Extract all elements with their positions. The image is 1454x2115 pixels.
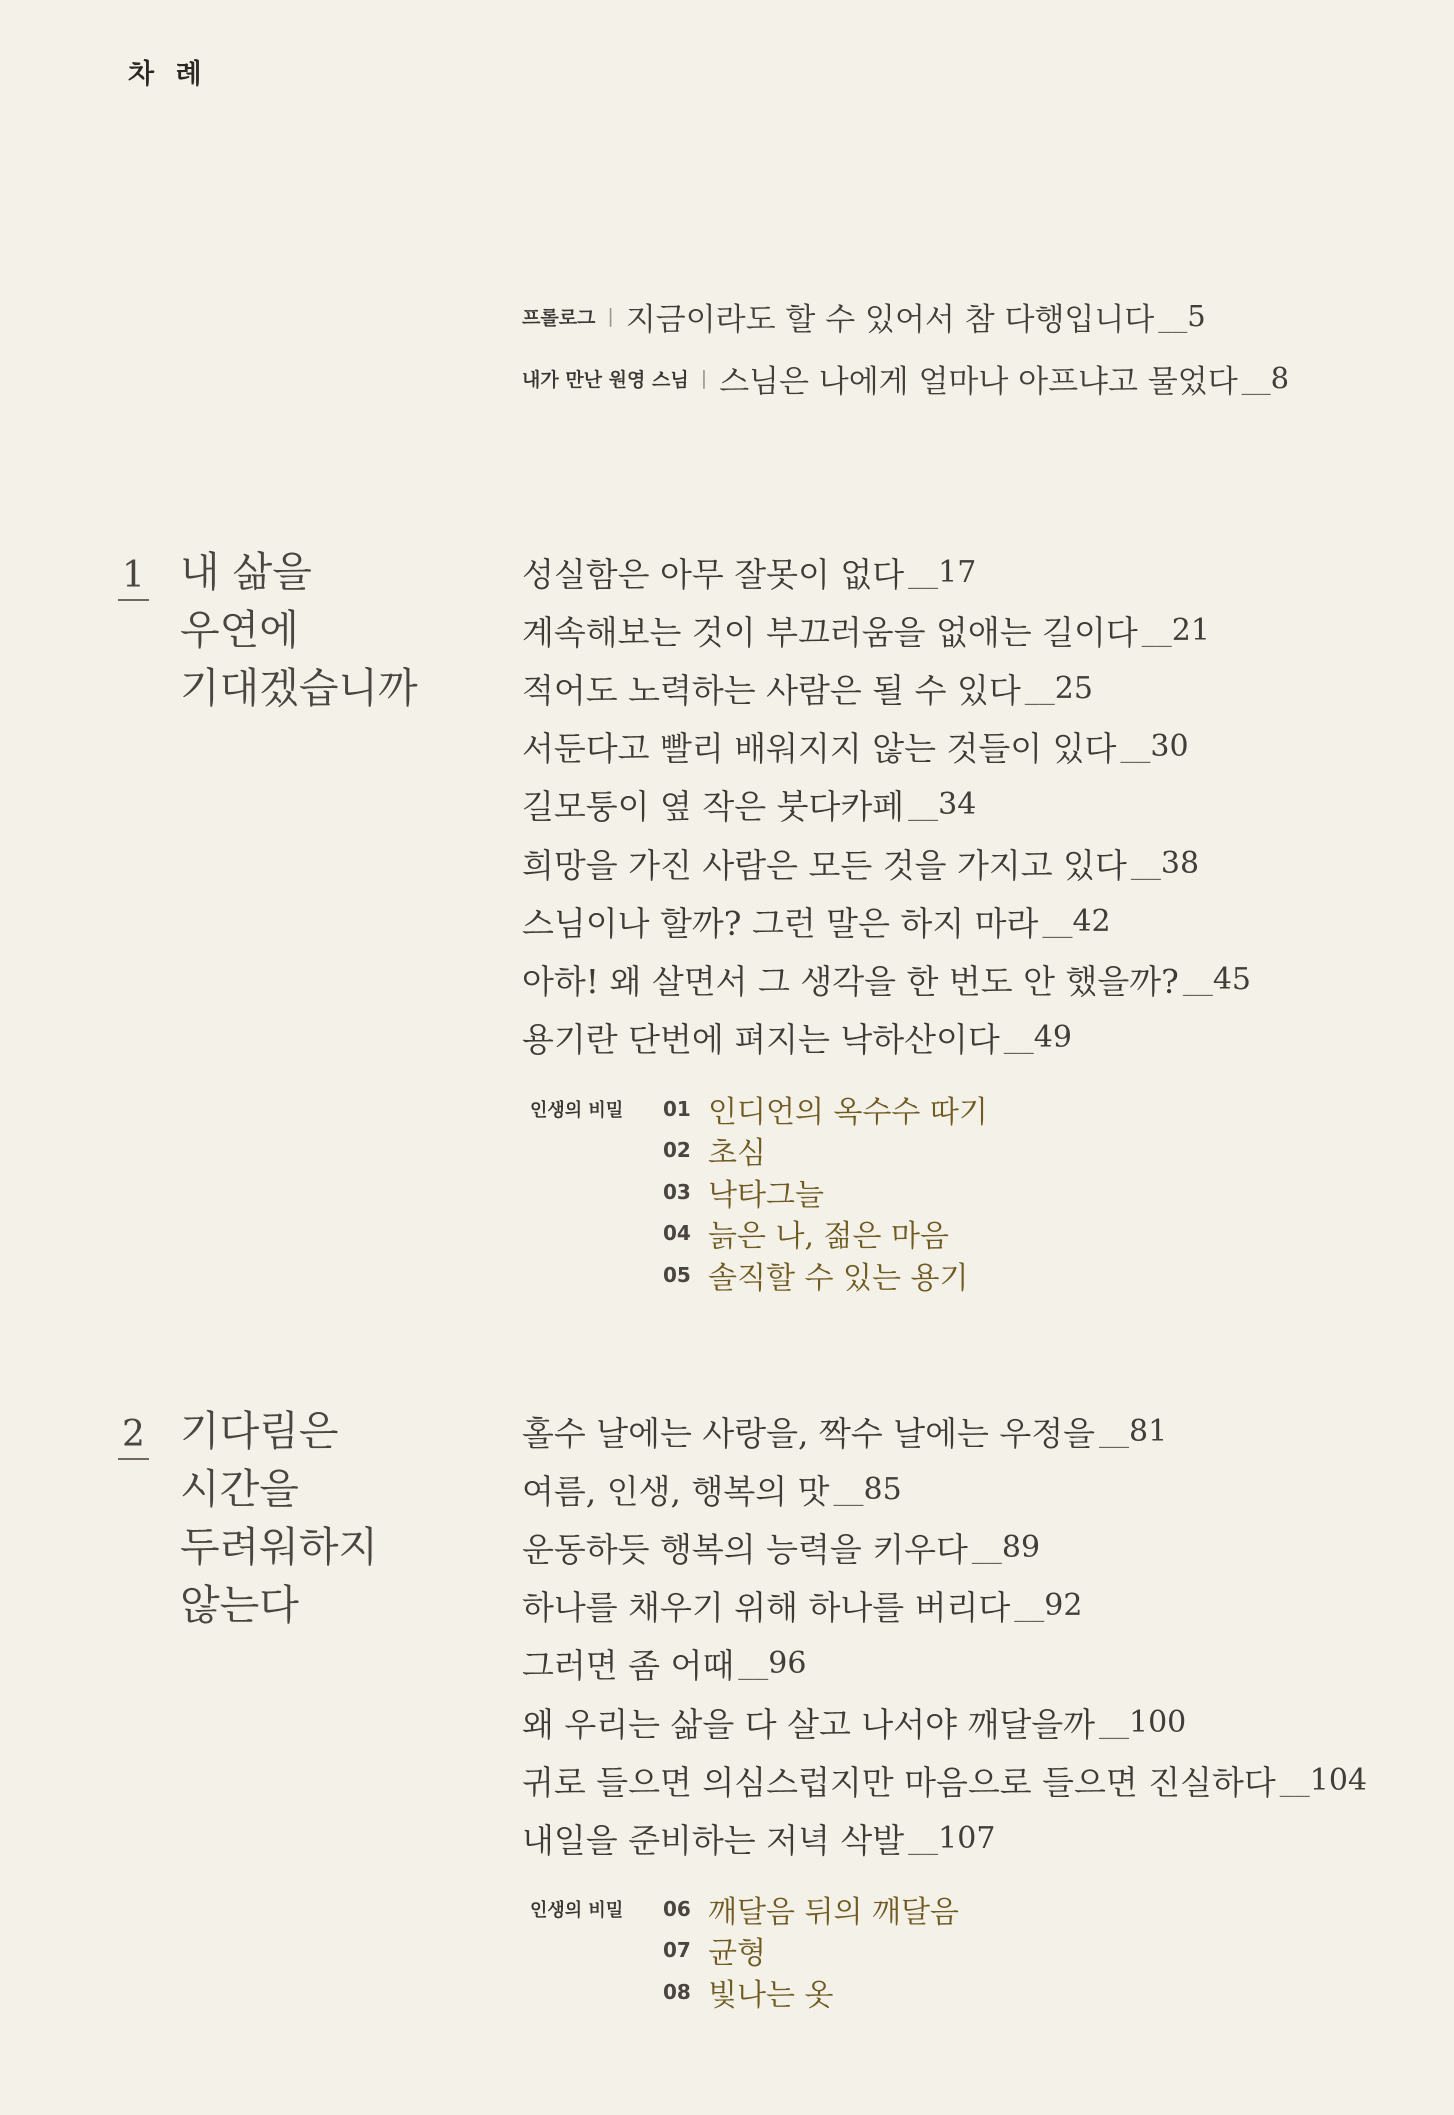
toc-entry[interactable]: 희망을 가진 사람은 모든 것을 가지고 있다 __38 — [522, 845, 1200, 885]
secret-title: 깨달음 뒤의 깨달음 — [708, 1894, 959, 1930]
chapter-entries — [522, 543, 1251, 1067]
secret-number: 04 — [663, 1221, 691, 1246]
secret-item[interactable] — [530, 1971, 959, 2013]
page-title: 차 례 — [128, 59, 208, 90]
secret-number: 02 — [663, 1138, 691, 1163]
separator-bar: | — [700, 367, 708, 389]
toc-entry[interactable]: 운동하듯 행복의 능력을 키우다 __89 — [522, 1529, 1041, 1569]
toc-entry[interactable]: 적어도 노력하는 사람은 될 수 있다 __25 — [522, 670, 1093, 710]
toc-entry[interactable]: 왜 우리는 삶을 다 살고 나서야 깨달을까 __100 — [522, 1704, 1187, 1744]
preface-label: 내가 만난 원영 스님 — [522, 368, 689, 391]
secret-number: 07 — [663, 1938, 691, 1963]
chapter-number: 1 — [118, 557, 149, 601]
preface-label: 프롤로그 — [522, 306, 596, 329]
toc-entry[interactable]: 귀로 들으면 의심스럽지만 마음으로 들으면 진실하다 __104 — [522, 1762, 1368, 1802]
secret-item[interactable] — [530, 1930, 959, 1972]
preface-title: 지금이라도 할 수 있어서 참 다행입니다 — [625, 301, 1155, 338]
preface-list — [522, 285, 1289, 409]
secret-title: 솔직할 수 있는 용기 — [708, 1260, 969, 1296]
secrets-list — [530, 1088, 988, 1296]
toc-entry[interactable]: 길모퉁이 옆 작은 붓다카페 __34 — [522, 787, 977, 827]
secret-title: 초심 — [708, 1136, 766, 1172]
secret-number: 05 — [663, 1262, 691, 1287]
chapter-entries — [522, 1402, 1367, 1868]
toc-entry[interactable]: 하나를 채우기 위해 하나를 버리다 __92 — [522, 1588, 1083, 1628]
secret-item[interactable] — [530, 1171, 988, 1213]
secret-number: 01 — [663, 1096, 691, 1121]
chapter-title: 내 삶을 우연에 기대겠습니까 — [180, 548, 418, 712]
secret-item[interactable] — [530, 1213, 988, 1255]
toc-entry[interactable]: 계속해보는 것이 부끄러움을 없애는 길이다 __21 — [522, 612, 1210, 652]
secret-item[interactable] — [530, 1130, 988, 1172]
secret-title: 균형 — [708, 1936, 766, 1972]
secret-number: 08 — [663, 1979, 691, 2004]
preface-item[interactable] — [522, 347, 1289, 409]
separator-bar: | — [607, 305, 614, 327]
secret-item[interactable] — [530, 1888, 959, 1930]
toc-entry[interactable]: 여름, 인생, 행복의 맛 __85 — [522, 1471, 902, 1511]
secret-title: 늙은 나, 젊은 마음 — [708, 1219, 950, 1255]
chapter-number: 2 — [118, 1416, 149, 1460]
page-ref: __8 — [1241, 361, 1290, 395]
toc-entry[interactable]: 성실함은 아무 잘못이 없다 __17 — [522, 554, 977, 594]
toc-entry[interactable]: 그러면 좀 어때 __96 — [522, 1646, 807, 1686]
secret-title: 빛나는 옷 — [708, 1977, 834, 2013]
preface-item[interactable] — [522, 285, 1289, 347]
secrets-label: 인생의 비밀 — [530, 1099, 624, 1121]
toc-entry[interactable]: 용기란 단번에 펴지는 낙하산이다 __49 — [522, 1020, 1072, 1060]
toc-entry[interactable]: 홀수 날에는 사랑을, 짝수 날에는 우정을 __81 — [522, 1413, 1168, 1453]
secret-item[interactable] — [530, 1088, 988, 1130]
preface-title: 스님은 나에게 얼마나 아프냐고 물었다 — [719, 363, 1238, 400]
toc-entry[interactable]: 스님이나 할까? 그런 말은 하지 마라 __42 — [522, 903, 1111, 943]
secrets-label: 인생의 비밀 — [530, 1899, 624, 1921]
toc-entry[interactable]: 내일을 준비하는 저녁 삭발 __107 — [522, 1820, 996, 1860]
secret-number: 03 — [663, 1179, 691, 1204]
chapter-title: 기다림은 시간을 두려워하지 않는다 — [180, 1407, 379, 1629]
page-ref: __5 — [1158, 299, 1206, 333]
secret-number: 06 — [663, 1896, 691, 1921]
toc-entry[interactable]: 서둔다고 빨리 배워지지 않는 것들이 있다 __30 — [522, 729, 1189, 769]
secret-item[interactable] — [530, 1254, 988, 1296]
secret-title: 인디언의 옥수수 따기 — [708, 1094, 988, 1130]
secret-title: 낙타그늘 — [708, 1177, 824, 1213]
secrets-list — [530, 1888, 959, 2013]
toc-entry[interactable]: 아하! 왜 살면서 그 생각을 한 번도 안 했을까? __45 — [522, 961, 1251, 1001]
